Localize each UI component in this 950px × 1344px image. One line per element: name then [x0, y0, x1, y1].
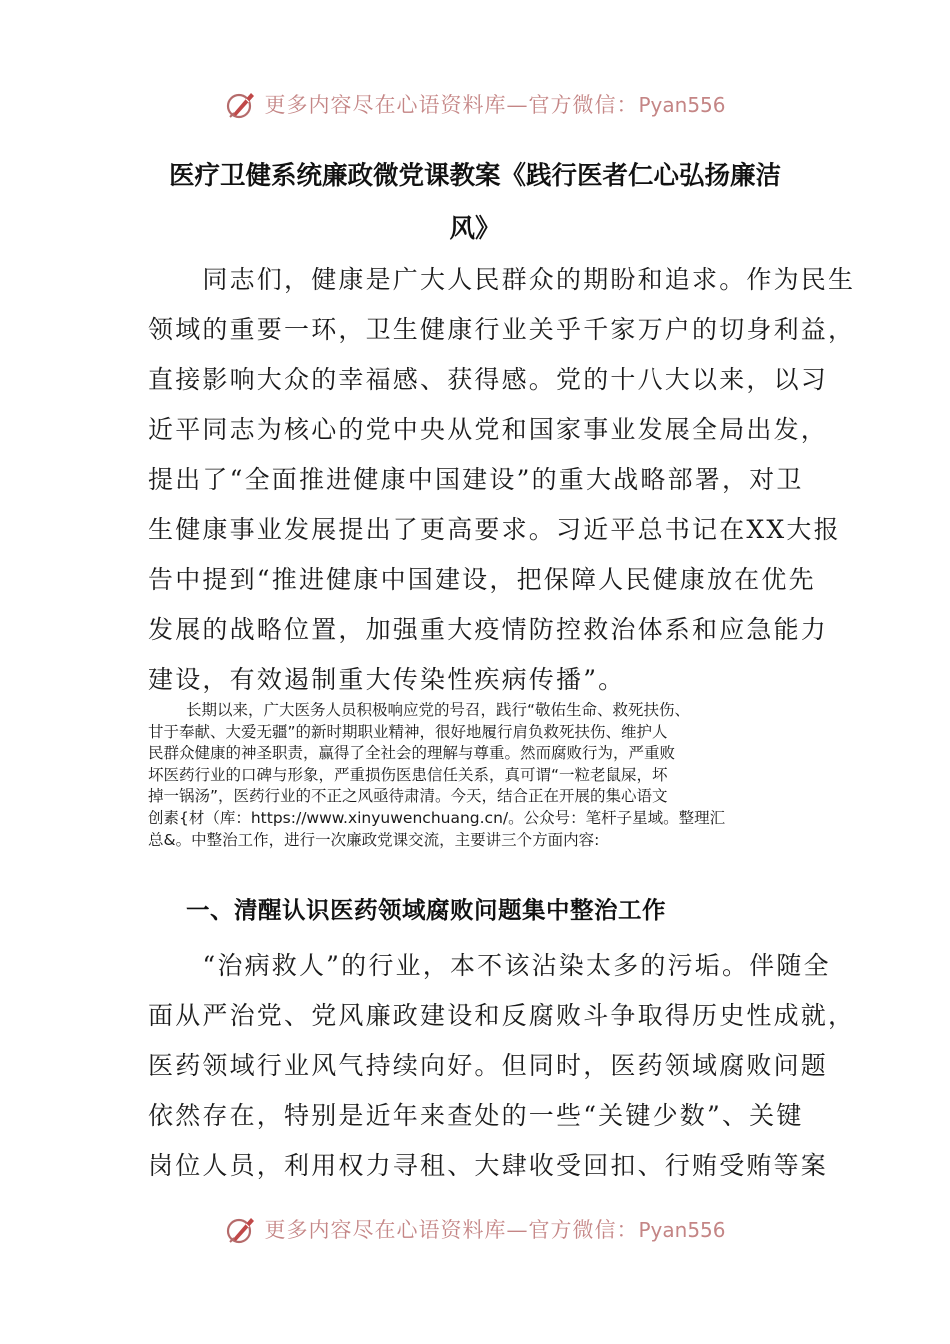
intro-line: 近平同志为核心的党中央从党和国家事业发展全局出发，: [148, 415, 829, 444]
small-paragraph-line: 坏医药行业的口碑与形象，严重损伤医患信任关系，真可谓“一粒老鼠屎，坏: [148, 765, 668, 784]
watermark-text: 更多内容尽在心语资料库—官方微信：Pyan556: [264, 93, 726, 117]
document-title-line-2: 风》: [449, 214, 501, 244]
intro-line: 同志们，健康是广大人民群众的期盼和追求。作为民生: [148, 265, 856, 294]
document-title-line-1: 医疗卫健系统廉政微党课教案《践行医者仁心弘扬廉洁: [168, 161, 781, 191]
intro-line: 领域的重要一环，卫生健康行业关乎千家万户的切身利益，: [148, 315, 856, 344]
small-paragraph-line: 创素{材（库：https://www.xinyuwenchuang.cn/。公众号：笔杆子星域。整理汇: [148, 808, 726, 827]
wechat-id: Pyan556: [638, 1218, 726, 1242]
watermark-text: 更多内容尽在心语资料库—官方微信：Pyan556: [264, 1218, 726, 1242]
small-paragraph: [148, 700, 812, 851]
small-paragraph-line: 民群众健康的神圣职责，赢得了全社会的理解与尊重。然而腐败行为，严重败: [148, 744, 676, 763]
watermark-banner-bottom: [0, 1209, 950, 1249]
intro-line: 告中提到“推进健康中国建设，把保障人民健康放在优先: [148, 565, 816, 594]
section-line: 依然存在，特别是近年来查处的一些“关键少数”、关键: [148, 1101, 804, 1130]
intro-line: 发展的战略位置，加强重大疫情防控救治体系和应急能力: [148, 615, 829, 644]
section-line: 医药领域行业风气持续向好。但同时，医药领域腐败问题: [148, 1051, 829, 1080]
intro-line: 建设，有效遏制重大传染性疾病传播”。: [148, 665, 626, 694]
small-paragraph-line: 掉一锅汤”，医药行业的不正之风亟待肃清。今天，结合正在开展的集心语文: [148, 787, 668, 806]
quill-pen-icon: [224, 1212, 258, 1246]
quill-pen-icon: [224, 87, 258, 121]
section-line: “治病救人”的行业，本不该沾染太多的污垢。伴随全: [148, 951, 831, 980]
section-line: 岗位人员，利用权力寻租、大肆收受回扣、行贿受贿等案: [148, 1151, 829, 1180]
small-paragraph-line: 甘于奉献、大爱无疆”的新时期职业精神，很好地履行肩负救死扶伤、维护人: [148, 722, 668, 741]
intro-line: 直接影响大众的幸福感、获得感。党的十八大以来，以习: [148, 365, 829, 394]
small-paragraph-line: 总&。中整治工作，进行一次廉政党课交流，主要讲三个方面内容:: [148, 830, 600, 849]
section-heading-1: 一、清醒认识医药领域腐败问题集中整治工作: [186, 896, 666, 924]
wechat-id: Pyan556: [638, 93, 726, 117]
intro-line: 提出了“全面推进健康中国建设”的重大战略部署，对卫: [148, 465, 804, 494]
section-line: 面从严治党、党风廉政建设和反腐败斗争取得历史性成就，: [148, 1001, 856, 1030]
intro-line: 生健康事业发展提出了更高要求。习近平总书记在XX大报: [148, 515, 841, 544]
watermark-banner-top: [0, 84, 950, 124]
small-paragraph-line: 长期以来，广大医务人员积极响应党的号召，践行“敬佑生命、救死扶伤、: [186, 701, 691, 719]
